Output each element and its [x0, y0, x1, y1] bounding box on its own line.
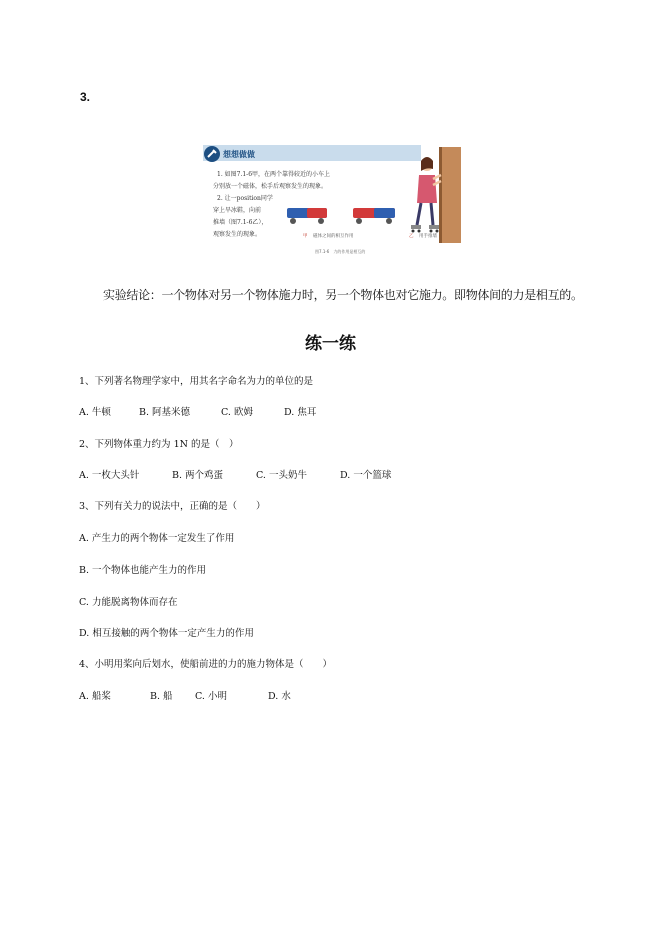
q3-option-b: B. 一个物体也能产生力的作用	[79, 565, 207, 576]
q2-option-a: A. 一枚大头针	[79, 470, 140, 481]
caption-b: 用手推墙	[419, 234, 437, 239]
textbook-figure	[203, 145, 461, 260]
q4-option-d: D. 水	[268, 691, 291, 702]
q1-option-b: B. 阿基米德	[139, 407, 191, 418]
figure-line3c: 推墙（图7.1-6乙），	[213, 219, 268, 226]
q4-option-b: B. 船	[150, 691, 173, 702]
caption-b-mark: 乙	[409, 234, 414, 239]
question-4: 4、小明用桨向后划水，使船前进的力的施力物体是（ ）	[79, 659, 333, 670]
item-number: 3.	[80, 90, 91, 104]
question-3: 3、下列有关力的说法中，正确的是（ ）	[79, 501, 266, 512]
question-1: 1、下列著名物理学家中，用其名字命名为力的单位的是	[79, 376, 314, 387]
experiment-conclusion: 实验结论：一个物体对另一个物体施力时，另一个物体也对它施力。即物体间的力是相互的。	[103, 288, 583, 302]
person-illustration	[411, 157, 441, 233]
figure-line3b: 穿上旱冰鞋，向前	[213, 207, 262, 214]
question-2: 2、下列物体重力约为 1N 的是（ ）	[79, 439, 239, 450]
q1-option-c: C. 欧姆	[221, 407, 253, 418]
figure-label: 图7.1-6 力的作用是相互的	[315, 249, 366, 254]
q3-option-d: D. 相互接触的两个物体一定产生力的作用	[79, 628, 254, 639]
wall	[441, 147, 461, 243]
figure-header: 想想做做	[223, 150, 255, 159]
q4-option-c: C. 小明	[195, 691, 227, 702]
q4-option-a: A. 船桨	[79, 691, 111, 702]
caption-a: 磁体之间的相互作用	[313, 234, 354, 239]
q2-option-c: C. 一头奶牛	[256, 470, 307, 481]
section-title: 练一练	[305, 334, 356, 354]
q1-option-a: A. 牛顿	[79, 407, 111, 418]
figure-line3a: 2. 让一position同学	[217, 195, 273, 202]
figure-line2: 分别放一个磁体，松手后观察发生的现象。	[213, 183, 328, 190]
q3-option-c: C. 力能脱离物体而存在	[79, 597, 178, 608]
q1-option-d: D. 焦耳	[284, 407, 317, 418]
figure-line1: 1. 如图7.1-6甲，在两个靠得较近的小车上	[217, 171, 331, 178]
q3-option-a: A. 产生力的两个物体一定发生了作用	[79, 533, 235, 544]
q2-option-b: B. 两个鸡蛋	[172, 470, 224, 481]
q2-option-d: D. 一个篮球	[340, 470, 392, 481]
caption-a-mark: 甲	[303, 234, 308, 239]
figure-line3d: 观察发生的现象。	[213, 231, 262, 238]
